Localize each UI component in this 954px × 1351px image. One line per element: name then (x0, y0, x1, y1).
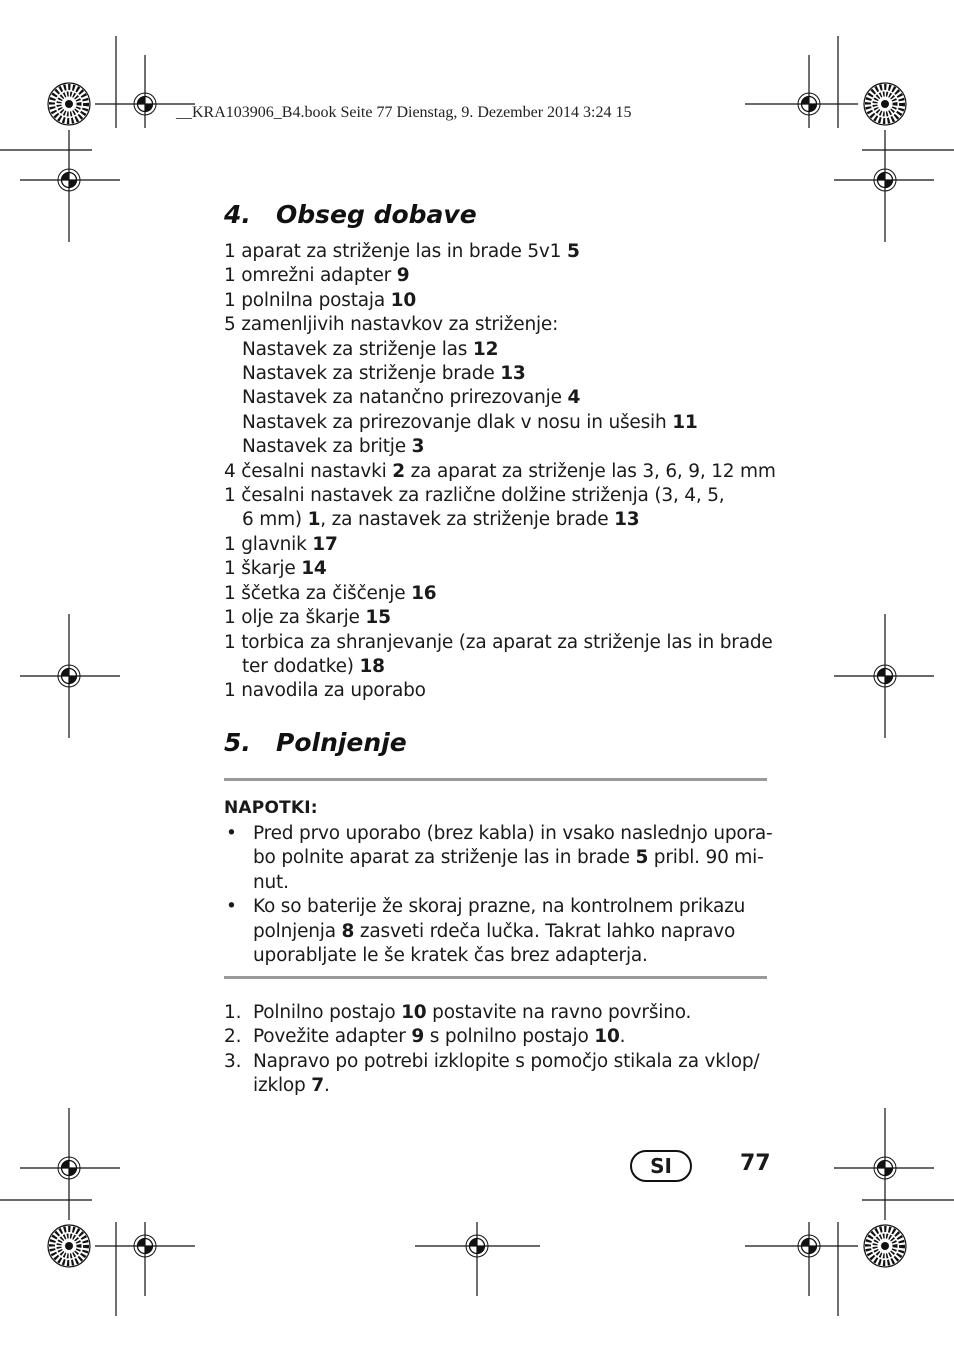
page-number: 77 (740, 1151, 771, 1176)
list-item: 1 česalni nastavek za različne dolžine striženja (3, 4, 5, 6 mm) 1, za nastavek za striženje brade 13 (224, 485, 725, 531)
note-heading: NAPOTKI: (224, 798, 318, 818)
list-subitem: Nastavek za striženje brade 13 (242, 363, 526, 385)
section-number: 5. (224, 728, 251, 757)
note-item: • Ko so baterije že skoraj prazne, na kontrolnem prikazu polnjenja 8 zasveti rdeča lučka. Takrat lahko napravo uporabljate le še kratek čas brez adapterja. (226, 896, 746, 967)
step-number: 1. (224, 1002, 242, 1023)
section-title: Obseg dobave (276, 200, 477, 229)
bullet-icon: • (226, 896, 237, 918)
delivery-contents-list (224, 240, 784, 704)
step-number: 2. (224, 1026, 242, 1048)
section-number: 4. (224, 200, 251, 229)
list-item: 1 ščetka za čiščenje 16 (224, 582, 437, 604)
charging-steps (224, 1001, 784, 1099)
list-item: 1 navodila za uporabo (224, 680, 426, 702)
list-subitem: Nastavek za striženje las 12 (242, 338, 499, 360)
language-badge: SI (630, 1150, 692, 1182)
step-number: 3. (224, 1050, 242, 1072)
section-title: Polnjenje (276, 728, 407, 757)
bullet-icon: • (226, 823, 237, 844)
note-bottom-rule (224, 976, 767, 979)
list-item: 1 aparat za striženje las in brade 5v1 5 (224, 241, 580, 262)
list-subitem: Nastavek za britje 3 (242, 436, 425, 458)
list-subitem: Nastavek za prirezovanje dlak v nosu in ušesih 11 (242, 411, 698, 433)
print-file-info: __KRA103906_B4.book Seite 77 Dienstag, 9. Dezember 2014 3:24 15 (176, 104, 632, 121)
step-item: 1. Polnilno postajo 10 postavite na ravno površino. (224, 1001, 784, 1025)
list-item: 1 polnilna postaja 10 (224, 289, 417, 311)
section-4-heading (224, 200, 477, 229)
step-item: 3. Napravo po potrebi izklopite s pomočjo stikala za vklop/ izklop 7. (224, 1050, 760, 1097)
list-item: 4 česalni nastavki 2 za aparat za striženje las 3, 6, 9, 12 mm (224, 460, 776, 482)
note-top-rule (224, 778, 767, 781)
list-item: 1 glavnik 17 (224, 533, 338, 555)
list-subitem: Nastavek za natančno prirezovanje 4 (242, 387, 581, 409)
step-item: 2. Povežite adapter 9 s polnilno postajo 10. (224, 1025, 784, 1049)
list-item: 1 olje za škarje 15 (224, 607, 391, 629)
list-item: 1 škarje 14 (224, 558, 327, 580)
note-item: • Pred prvo uporabo (brez kabla) in vsako naslednjo upora- bo polnite aparat za striženje las in brade 5 pribl. 90 mi- nut. (226, 823, 773, 893)
list-item: 1 omrežni adapter 9 (224, 265, 410, 287)
list-item: 5 zamenljivih nastavkov za striženje: (224, 314, 559, 336)
note-list (224, 822, 773, 968)
section-5-heading (224, 728, 407, 757)
list-item: 1 torbica za shranjevanje (za aparat za striženje las in brade ter dodatke) 18 (224, 631, 773, 677)
